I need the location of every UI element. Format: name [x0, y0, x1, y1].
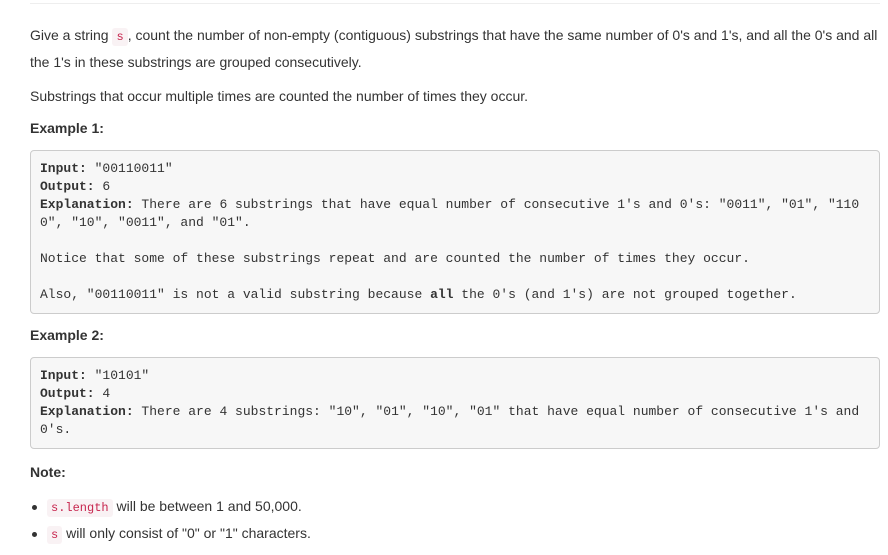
example-2-heading: Example 2:: [30, 327, 104, 343]
output-label: Output:: [40, 386, 95, 401]
example-1-heading: Example 1:: [30, 120, 104, 136]
also-text: Also, "00110011" is not a valid substring because: [40, 287, 431, 302]
note-text: will only consist of "0" or "1" characters.: [62, 525, 311, 541]
output-value: 4: [94, 386, 111, 401]
input-label: Input:: [40, 161, 87, 176]
note-list: [30, 494, 880, 548]
note-text: will be between 1 and 50,000.: [112, 498, 302, 514]
description-text: Give a string: [30, 27, 113, 43]
explanation-label: Explanation:: [40, 404, 134, 419]
inline-code-s: s: [112, 28, 127, 46]
bullet-icon: [32, 532, 37, 537]
example-2-block: [30, 357, 880, 449]
inline-code-s: s: [47, 526, 62, 544]
explanation-text: There are 4 substrings: "10", "01", "10", "01" that have equal number of consecutive 1's and 0's.: [40, 404, 867, 437]
output-label: Output:: [40, 179, 95, 194]
list-item: [47, 494, 880, 521]
input-value: "10101": [86, 368, 150, 383]
also-bold-text: all: [430, 287, 454, 302]
input-value: "00110011": [86, 161, 173, 176]
also-text-end: the 0's (and 1's) are not grouped together.: [453, 287, 797, 302]
notice-text: Notice that some of these substrings repeat and are counted the number of times they occur.: [40, 251, 750, 266]
bullet-icon: [32, 505, 37, 510]
explanation-text: There are 6 substrings that have equal number of consecutive 1's and 0's: "0011", "01", "1100", "10", "0011", and "01".: [40, 197, 860, 230]
inline-code-s-length: s.length: [47, 499, 113, 517]
description-paragraph-2: Substrings that occur multiple times are counted the number of times they occur.: [30, 88, 529, 104]
top-divider: [30, 3, 880, 4]
problem-description: [30, 23, 880, 548]
description-paragraph-1: [30, 23, 880, 75]
note-heading: Note:: [30, 464, 66, 480]
output-value: 6: [94, 179, 111, 194]
input-label: Input:: [40, 368, 87, 383]
explanation-label: Explanation:: [40, 197, 134, 212]
list-item: [47, 521, 880, 548]
example-1-block: [30, 150, 880, 314]
description-text: , count the number of non-empty (contiguous) substrings that have the same number of 0's and 1's, and all the 0's and all the 1's in these substrings are grouped consecutively.: [30, 27, 878, 70]
